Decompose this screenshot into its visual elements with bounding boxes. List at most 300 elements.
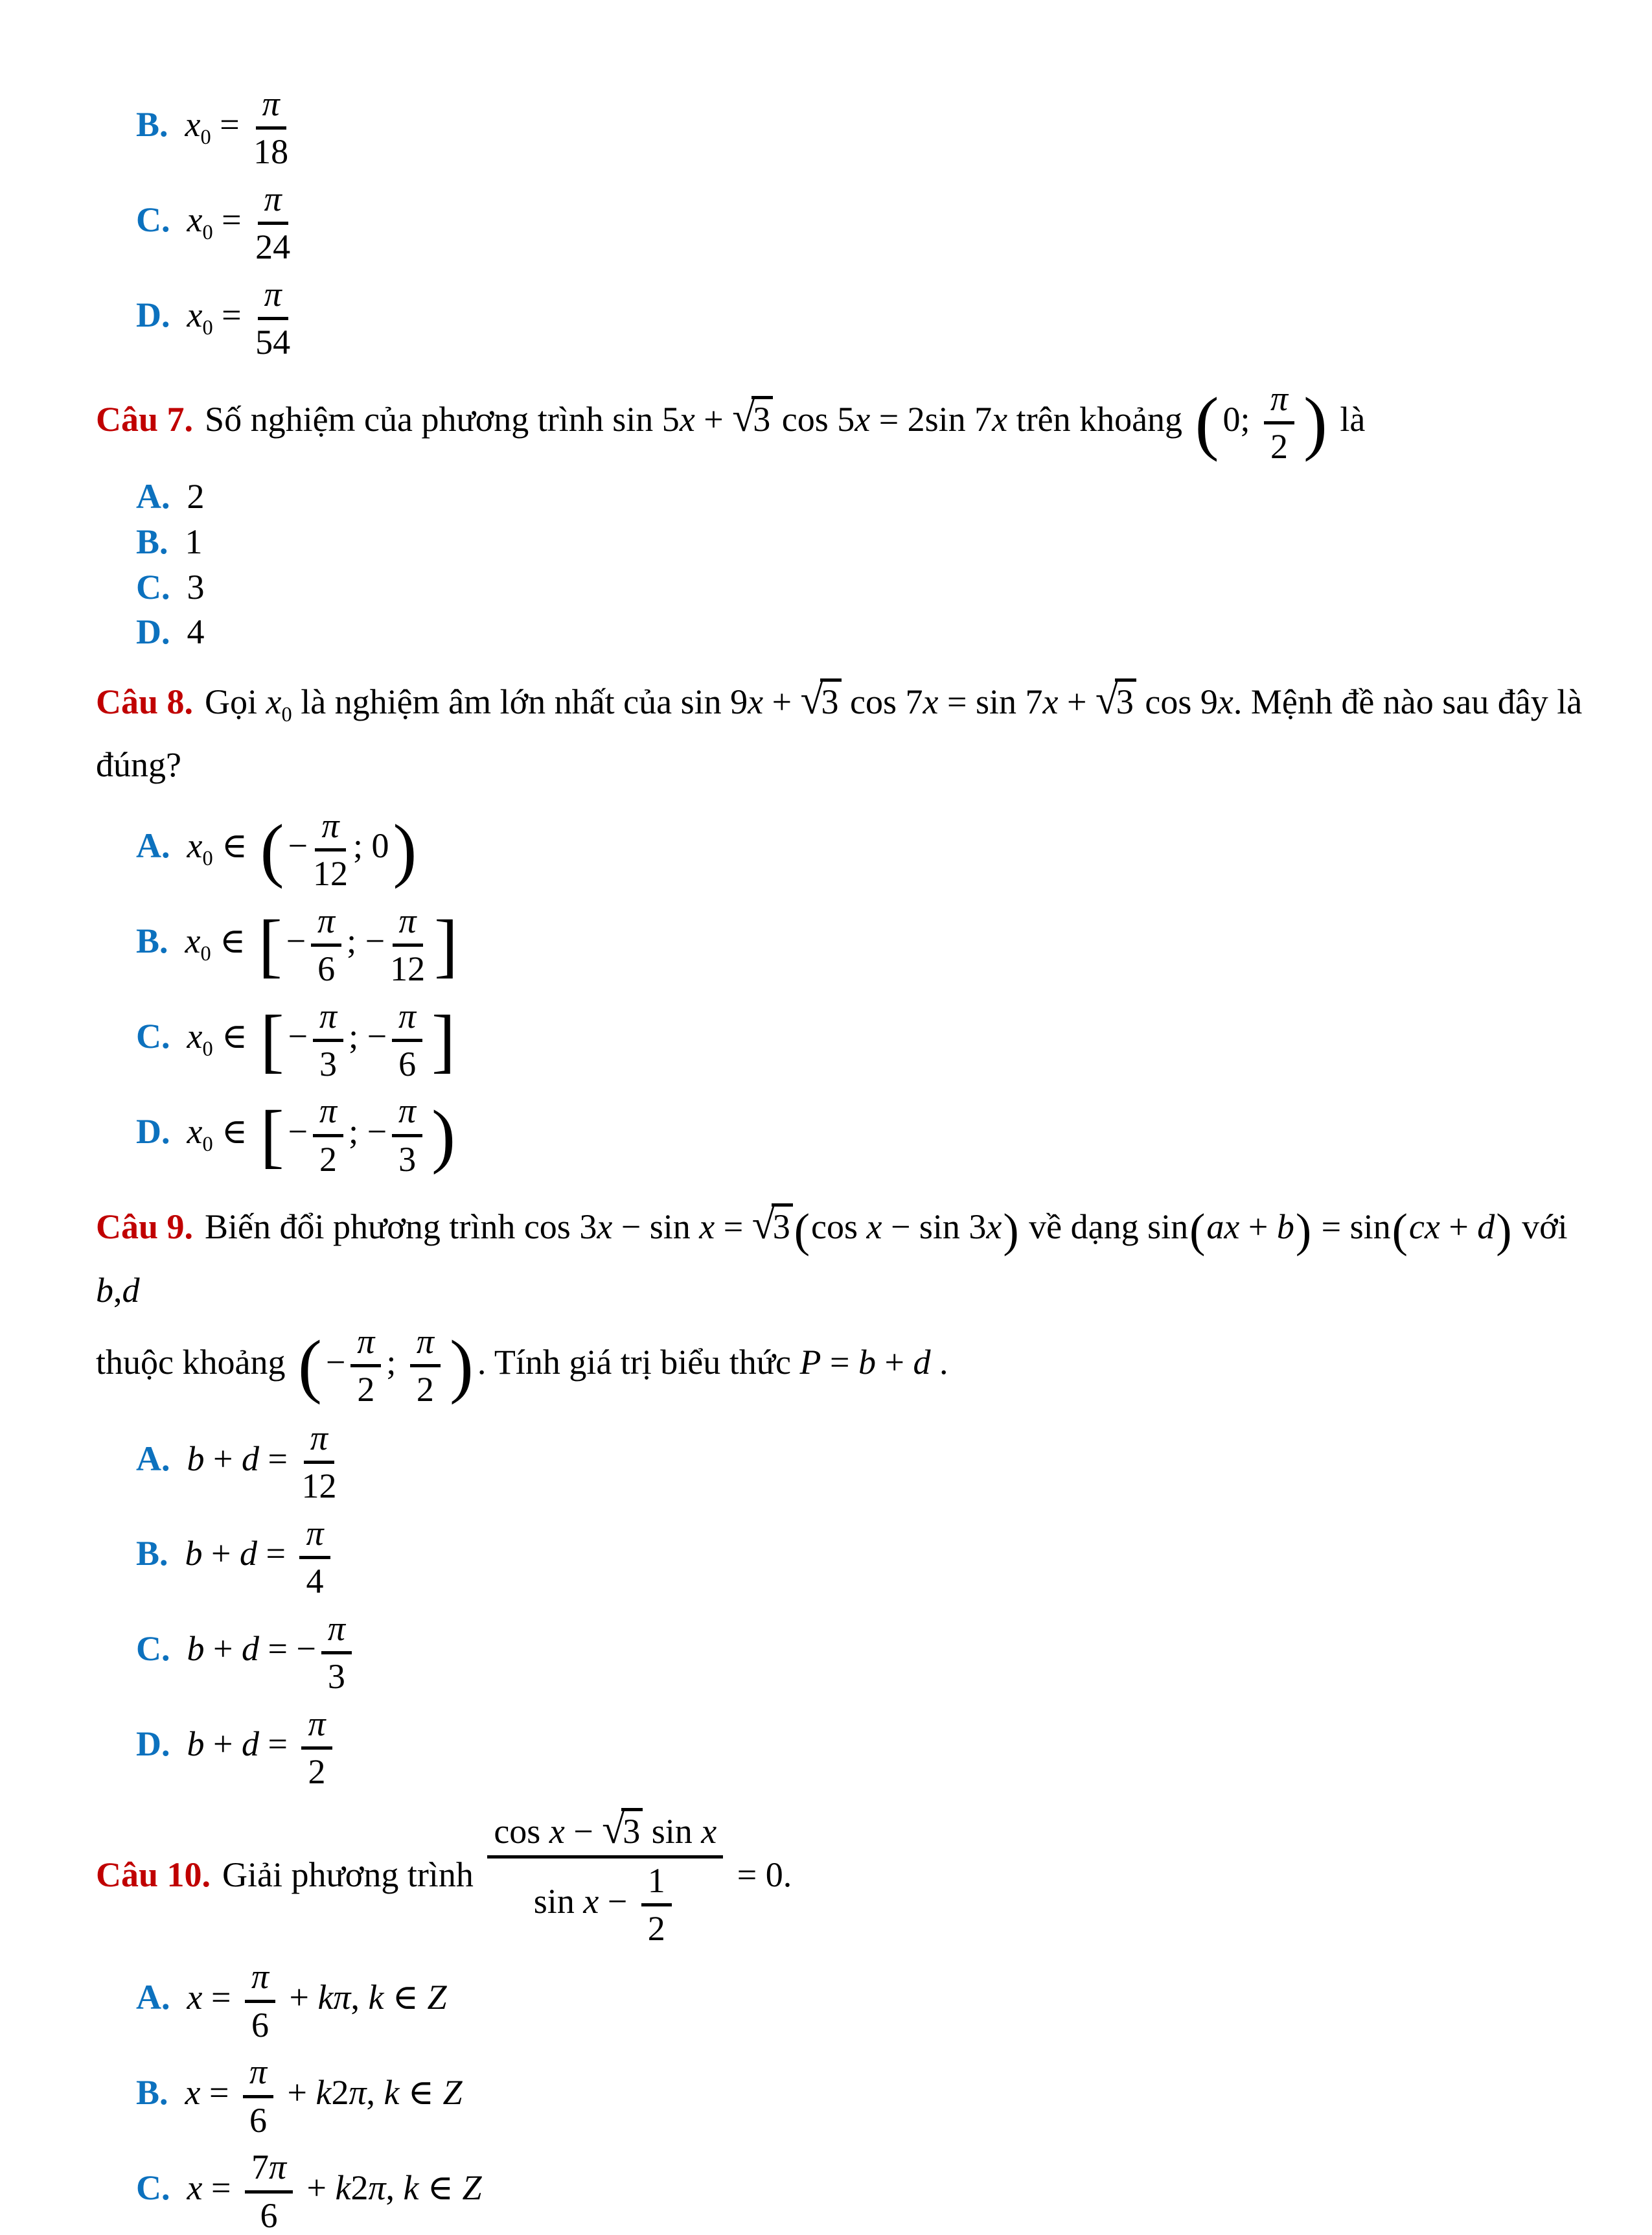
math-numerator xyxy=(1264,379,1294,424)
math-fraction xyxy=(301,1419,336,1506)
math-numerator xyxy=(393,901,423,947)
math-denominator xyxy=(648,1906,665,1948)
option-content xyxy=(187,1704,338,1791)
option-letter: C. xyxy=(136,1629,170,1669)
math-var: x xyxy=(855,399,871,439)
math-var: π xyxy=(1270,378,1289,418)
question-stem xyxy=(96,1201,1568,1409)
math-bracket: ) xyxy=(431,1094,455,1175)
math-text: 1 xyxy=(185,522,203,561)
math-numerator xyxy=(410,1322,441,1367)
math-var: x xyxy=(185,104,201,144)
math-subscript: 0 xyxy=(200,125,211,149)
math-text: = xyxy=(212,295,251,334)
math-text: 7 xyxy=(251,2148,269,2187)
math-text: ∈ xyxy=(212,826,257,866)
math-denominator xyxy=(328,1654,345,1696)
math-text: , xyxy=(350,1978,369,2017)
math-var: ax xyxy=(1206,1207,1240,1247)
math-var: d xyxy=(241,1439,259,1478)
math-var: x xyxy=(701,1812,717,1851)
math-text: Biến đổi phương trình cos 3 xyxy=(205,1207,597,1247)
math-text: 12 xyxy=(301,1466,337,1506)
math-text: , xyxy=(366,2073,384,2113)
math-var: π xyxy=(327,1608,345,1648)
math-numerator xyxy=(299,1514,330,1559)
option-content xyxy=(187,2148,482,2235)
math-text: = xyxy=(821,1342,858,1382)
math-text: Gọi xyxy=(205,682,266,722)
math-text: = xyxy=(258,1439,297,1478)
question-stem xyxy=(205,378,1366,467)
math-fraction xyxy=(255,179,290,267)
radical-icon: √ xyxy=(1095,677,1118,723)
math-numerator xyxy=(313,997,343,1042)
option-letter: D. xyxy=(136,1112,170,1152)
math-fraction xyxy=(390,901,425,989)
math-text: + xyxy=(281,1978,318,2017)
math-denominator xyxy=(1270,424,1288,466)
math-text: = xyxy=(212,200,251,239)
math-bracket: ( xyxy=(1392,1203,1408,1256)
math-text: 12 xyxy=(390,949,426,989)
math-text: cos xyxy=(494,1812,549,1851)
math-var: P xyxy=(799,1342,821,1382)
math-text: 0; xyxy=(1222,399,1259,439)
math-numerator xyxy=(245,2148,293,2193)
math-numerator xyxy=(313,1091,343,1137)
math-var: x xyxy=(549,1812,565,1851)
option-content xyxy=(187,274,296,362)
option-content xyxy=(187,1957,447,2044)
math-text: , xyxy=(385,2168,404,2208)
option-row-b xyxy=(96,1514,1607,1601)
math-denominator xyxy=(255,320,290,362)
math-text: = xyxy=(202,2168,240,2208)
option-row-d xyxy=(96,275,1607,362)
math-fraction xyxy=(350,1322,381,1409)
math-text: ∈ xyxy=(399,2073,443,2113)
math-var: k xyxy=(403,2168,419,2208)
math-text: thuộc khoảng xyxy=(96,1342,294,1382)
math-text: 3 xyxy=(753,399,771,439)
math-text: − xyxy=(564,1812,602,1851)
math-denominator xyxy=(253,130,288,171)
math-text: 1 xyxy=(647,1860,665,1900)
math-numerator xyxy=(392,1091,422,1137)
math-text: 6 xyxy=(398,1044,417,1083)
math-subscript: 0 xyxy=(202,847,213,871)
math-subscript: 0 xyxy=(202,316,213,340)
math-bracket: ( xyxy=(1195,382,1219,463)
math-text: 2 xyxy=(187,476,205,516)
math-bracket: ( xyxy=(260,809,284,890)
math-bracket: [ xyxy=(260,1094,284,1175)
math-text: + xyxy=(1239,1207,1277,1247)
question-label: Câu 10. xyxy=(96,1855,211,1894)
math-sqrt xyxy=(751,1201,793,1248)
option-content xyxy=(185,84,294,172)
math-var: d xyxy=(913,1342,931,1382)
math-denominator xyxy=(260,2194,277,2235)
math-text: 3 xyxy=(187,567,205,607)
math-radicand xyxy=(1115,678,1136,722)
math-var: b xyxy=(187,1629,205,1669)
option-letter: A. xyxy=(136,476,170,516)
option-row-c xyxy=(96,179,1607,267)
math-bracket: ) xyxy=(1003,1203,1019,1256)
math-text: + xyxy=(204,1439,242,1478)
question-6-trailing-options xyxy=(96,84,1607,362)
math-text: + xyxy=(202,1534,240,1573)
math-sqrt xyxy=(732,393,773,440)
math-text: đúng? xyxy=(96,745,181,785)
math-bracket: [ xyxy=(260,999,284,1080)
math-bracket: ] xyxy=(431,999,455,1080)
math-var: π xyxy=(319,996,338,1036)
math-var: kπ xyxy=(317,1978,351,2017)
option-content xyxy=(187,612,205,651)
math-var: x xyxy=(185,921,201,961)
math-numerator xyxy=(392,997,422,1042)
math-text: cos 7 xyxy=(841,682,923,722)
math-text: = xyxy=(257,1534,295,1573)
option-row-b xyxy=(96,84,1607,172)
option-row-a xyxy=(96,1957,1607,2044)
math-fraction xyxy=(245,1957,275,2044)
math-numerator xyxy=(487,1808,723,1858)
math-var: b xyxy=(187,1724,205,1764)
math-denominator xyxy=(313,851,348,893)
math-var: d xyxy=(1477,1207,1495,1247)
math-denominator xyxy=(319,1042,337,1083)
math-text: 2 xyxy=(647,1909,665,1948)
option-letter: A. xyxy=(136,1439,170,1478)
question-paragraph xyxy=(96,1808,1607,1948)
math-text: 4 xyxy=(187,612,205,652)
math-text: 3 xyxy=(821,682,839,722)
math-text: 2 xyxy=(331,2073,349,2113)
math-var: x xyxy=(266,682,282,722)
math-var: π xyxy=(264,274,282,314)
question-paragraph xyxy=(96,379,1607,467)
option-letter: C. xyxy=(136,1017,170,1056)
math-fraction xyxy=(313,1091,343,1179)
question-9 xyxy=(96,1196,1607,1791)
math-text: = xyxy=(202,1978,240,2017)
math-text: − xyxy=(325,1342,346,1382)
math-text: + xyxy=(875,1342,913,1382)
math-var: π xyxy=(398,901,417,940)
math-var: b xyxy=(185,1534,203,1573)
math-var: π xyxy=(398,1091,417,1131)
math-var: d xyxy=(240,1534,257,1573)
math-text: về dạng sin xyxy=(1020,1207,1189,1247)
math-var: k xyxy=(335,2168,351,2208)
option-row-c xyxy=(96,1609,1607,1697)
option-letter: D. xyxy=(136,1724,170,1764)
math-fraction xyxy=(1264,379,1294,467)
math-var: x xyxy=(699,1207,715,1247)
option-letter: A. xyxy=(136,826,170,866)
math-var: x xyxy=(986,1207,1002,1247)
math-denominator xyxy=(308,1750,325,1791)
option-content xyxy=(187,179,296,267)
option-content xyxy=(185,1513,336,1601)
math-var: x xyxy=(597,1207,613,1247)
math-sqrt xyxy=(800,677,842,723)
math-var: x xyxy=(187,826,203,866)
option-row-a xyxy=(96,1419,1607,1506)
math-var: x xyxy=(187,1017,203,1056)
math-text: + xyxy=(279,2073,316,2113)
radical-icon: √ xyxy=(732,393,755,440)
math-var: x xyxy=(748,682,764,722)
math-text: = 2sin 7 xyxy=(870,399,992,439)
math-denominator xyxy=(317,947,335,988)
math-text: = xyxy=(715,1207,752,1247)
math-fraction xyxy=(392,997,422,1084)
math-text: 3 xyxy=(327,1657,345,1697)
option-row-c xyxy=(96,997,1607,1084)
option-letter: B. xyxy=(136,522,168,561)
math-text: − sin xyxy=(612,1207,700,1247)
math-text: + xyxy=(694,399,733,439)
math-sqrt xyxy=(602,1806,643,1853)
question-8 xyxy=(96,671,1607,1179)
math-text: 2 xyxy=(357,1370,375,1409)
math-var: x xyxy=(992,399,1008,439)
math-text: là nghiệm âm lớn nhất của sin 9 xyxy=(292,682,748,722)
question-label: Câu 7. xyxy=(96,399,194,439)
math-text: là xyxy=(1331,399,1366,439)
math-fraction xyxy=(487,1808,723,1948)
option-row-c xyxy=(96,2148,1607,2235)
math-numerator xyxy=(258,275,288,320)
math-var: x xyxy=(187,295,203,334)
math-text: + xyxy=(204,1629,242,1669)
math-text: 2 xyxy=(319,1139,338,1179)
math-text: sin xyxy=(533,1881,584,1921)
math-text: 24 xyxy=(255,227,291,267)
math-fraction xyxy=(313,997,343,1084)
math-text: − sin 3 xyxy=(882,1207,987,1247)
math-text: + xyxy=(763,682,801,722)
math-var: Z xyxy=(462,2168,482,2208)
math-text: sin xyxy=(643,1812,702,1851)
math-sqrt xyxy=(1095,677,1136,723)
option-row-c xyxy=(96,566,1607,609)
math-text: ∈ xyxy=(211,921,255,961)
option-content xyxy=(185,901,462,989)
math-text: − xyxy=(288,826,308,866)
math-text: cos 9 xyxy=(1136,682,1218,722)
math-var: x xyxy=(923,682,939,722)
math-text: − xyxy=(286,921,306,961)
math-fraction xyxy=(299,1514,330,1601)
math-denominator xyxy=(306,1559,324,1601)
math-text: ∈ xyxy=(212,1017,257,1056)
math-text: + xyxy=(1058,682,1096,722)
radical-icon: √ xyxy=(800,677,823,723)
math-bracket: ) xyxy=(1303,382,1327,463)
math-var: π xyxy=(264,179,282,218)
math-var: Z xyxy=(427,1978,447,2017)
question-label: Câu 9. xyxy=(96,1207,194,1247)
math-text: 2 xyxy=(416,1370,434,1409)
math-denominator xyxy=(357,1367,374,1409)
math-var: b xyxy=(187,1439,205,1478)
option-letter: B. xyxy=(136,921,168,961)
option-letter: B. xyxy=(136,2073,168,2113)
math-var: x xyxy=(187,1112,203,1152)
math-text: = xyxy=(211,104,249,144)
math-bracket: ] xyxy=(434,905,458,985)
math-radicand xyxy=(751,396,773,439)
math-radicand xyxy=(820,678,842,722)
math-text: 6 xyxy=(317,949,336,989)
math-var: d xyxy=(122,1270,140,1310)
option-content xyxy=(187,1091,459,1179)
question-7 xyxy=(96,379,1607,654)
math-text: ∈ xyxy=(212,1112,257,1152)
math-text: 3 xyxy=(623,1812,641,1851)
radical-icon: √ xyxy=(602,1806,625,1853)
math-text: ; − xyxy=(349,1112,387,1152)
question-paragraph xyxy=(96,671,1607,796)
math-numerator xyxy=(315,806,345,851)
math-var: cx xyxy=(1408,1207,1440,1247)
math-text: + xyxy=(298,2168,336,2208)
option-letter: B. xyxy=(136,1534,168,1573)
math-fraction xyxy=(243,2052,273,2140)
math-text: 2 xyxy=(308,1752,326,1791)
math-text: , xyxy=(113,1270,122,1310)
math-text: − xyxy=(288,1112,308,1152)
math-text: Số nghiệm của phương trình sin 5 xyxy=(205,399,680,439)
option-letter: B. xyxy=(136,104,168,144)
math-var: π xyxy=(308,1704,326,1743)
math-var: x xyxy=(187,1978,203,2017)
question-stem xyxy=(96,677,1583,785)
math-subscript: 0 xyxy=(202,220,213,244)
math-var: π xyxy=(249,2052,268,2092)
math-text: 18 xyxy=(253,132,289,172)
math-var: π xyxy=(319,1091,338,1131)
math-bracket: ) xyxy=(393,809,417,890)
math-text: 12 xyxy=(313,854,348,894)
option-content xyxy=(187,477,205,516)
math-denominator xyxy=(255,225,290,266)
math-text: 3 xyxy=(772,1207,790,1247)
math-numerator xyxy=(258,179,288,225)
math-radicand xyxy=(772,1203,793,1247)
math-text: . Tính giá trị biểu thức xyxy=(477,1342,800,1382)
math-text: cos 5 xyxy=(773,399,855,439)
math-text: + xyxy=(1440,1207,1478,1247)
math-denominator xyxy=(301,1464,336,1505)
option-letter: C. xyxy=(136,2168,170,2208)
math-var: π xyxy=(306,1513,324,1553)
math-var: Z xyxy=(442,2073,463,2113)
math-text: ; xyxy=(386,1342,405,1382)
math-var: x xyxy=(1217,682,1233,722)
math-subscript: 0 xyxy=(202,1133,213,1157)
math-denominator xyxy=(249,2098,267,2140)
option-letter: D. xyxy=(136,612,170,652)
math-var: π xyxy=(357,1321,375,1361)
math-text: 6 xyxy=(249,2100,267,2140)
math-var: b xyxy=(96,1270,113,1310)
math-var: x xyxy=(185,2073,201,2113)
math-fraction xyxy=(253,84,288,172)
math-subscript: 0 xyxy=(281,703,292,727)
math-var: d xyxy=(241,1629,259,1669)
math-bracket: [ xyxy=(258,905,282,985)
math-denominator xyxy=(390,947,425,988)
math-var: x xyxy=(679,399,695,439)
math-var: π xyxy=(349,2073,367,2113)
math-denominator xyxy=(534,1859,677,1949)
math-text: ; − xyxy=(347,921,385,961)
math-fraction xyxy=(641,1861,672,1949)
math-var: x xyxy=(187,200,203,239)
math-text: = xyxy=(258,1724,297,1764)
question-stem xyxy=(222,1806,792,1948)
math-text: = sin 7 xyxy=(938,682,1043,722)
math-subscript: 0 xyxy=(200,942,211,966)
radical-icon: √ xyxy=(751,1201,775,1248)
math-text: . Mệnh đề nào sau đây là xyxy=(1233,682,1583,722)
math-text: = xyxy=(200,2073,238,2113)
math-text: 54 xyxy=(255,323,291,362)
option-row-b xyxy=(96,521,1607,564)
math-fraction xyxy=(311,901,341,989)
math-fraction xyxy=(245,2148,293,2235)
math-var: π xyxy=(317,901,336,940)
option-row-d xyxy=(96,1091,1607,1179)
math-text: trên khoảng xyxy=(1007,399,1191,439)
math-numerator xyxy=(245,1957,275,2002)
math-bracket: ) xyxy=(1295,1203,1312,1256)
option-row-d xyxy=(96,611,1607,654)
math-fraction xyxy=(313,806,348,894)
math-bracket: ( xyxy=(1189,1203,1206,1256)
math-bracket: ) xyxy=(1496,1203,1512,1256)
math-var: k xyxy=(315,2073,332,2113)
math-fraction xyxy=(321,1609,352,1697)
option-content xyxy=(185,522,203,561)
math-text: ; − xyxy=(349,1017,387,1056)
math-var: π xyxy=(321,805,339,845)
math-var: k xyxy=(384,2073,400,2113)
option-content xyxy=(187,805,421,894)
option-row-b xyxy=(96,2052,1607,2140)
math-numerator xyxy=(641,1861,672,1906)
math-text: = 0. xyxy=(728,1855,792,1894)
math-var: x xyxy=(187,2168,203,2208)
math-fraction xyxy=(255,275,290,362)
math-numerator xyxy=(301,1704,332,1750)
math-numerator xyxy=(321,1609,352,1654)
math-text: 6 xyxy=(251,2005,269,2044)
math-var: b xyxy=(1276,1207,1294,1247)
math-text: ∈ xyxy=(419,2168,463,2208)
option-row-a xyxy=(96,476,1607,518)
math-text: . xyxy=(930,1342,948,1382)
math-var: d xyxy=(241,1724,259,1764)
math-text: với xyxy=(1513,1207,1568,1247)
